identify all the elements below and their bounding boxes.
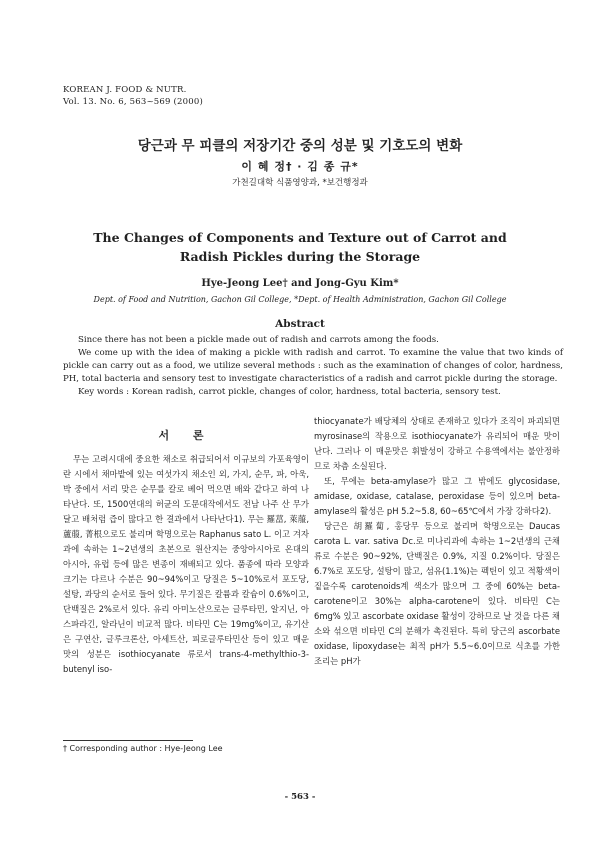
english-title [0, 228, 600, 266]
section-heading-introduction: 서 론 [158, 429, 214, 442]
english-authors: Hye-Jeong Lee† and Jong-Gyu Kim* [201, 278, 399, 289]
english-title-line1: The Changes of Components and Texture out of Carrot and [93, 230, 507, 245]
abstract-body [63, 334, 563, 399]
abstract-paragraph-1: Since there has not been a pickle made out of radish and carrots among the foods. [78, 335, 439, 345]
abstract-heading: Abstract [275, 318, 325, 330]
korean-title: 당근과 무 피클의 저장기간 중의 성분 및 기호도의 변화 [137, 138, 463, 154]
english-affiliation: Dept. of Food and Nutrition, Gachon Gil College, *Dept. of Health Administration, Gachon Gil College [93, 295, 507, 304]
abstract-keywords: Key words : Korean radish, carrot pickle, changes of color, hardness, total bacteria, sensory test. [78, 387, 501, 397]
journal-name: KOREAN J. FOOD & NUTR. [63, 85, 187, 95]
journal-volume: Vol. 13. No. 6, 563~569 (2000) [63, 97, 203, 107]
body-paragraph: 당근은 胡羅蔔, 홍당무 등으로 불리며 학명으로는 Daucas carota L. var. sativa Dc.로 미나리과에 속하는 1~2년생의 근채류로 수분은 90~92%, 단백질은 0.9%, 지질 0.2%이다. 당질은 6.7%로 포도당, 설탕이 많고, 섬유(1.1%)는 펙틴이 있고 적황색이 짙을수록 carotenoids계 색소가 많으며 그 중에 60%는 beta-carotene이고 30%는 alpha-carotene이 있다. 비타민 C는 6mg% 있고 ascorbate oxidase 활성이 강하므로 날 것을 다른 채소와 섞으면 비타민 C의 분해가 촉진된다. 특히 당근의 ascorbate oxidase, lipoxydase는 최적 pH가 5.5~6.0이므로 식초를 가한 조리는 pH가 [314, 521, 560, 666]
footnote-corresponding-author: † Corresponding author : Hye-Jeong Lee [63, 744, 223, 753]
body-right-column [314, 414, 560, 669]
body-left-column [63, 452, 309, 677]
footnote-divider [63, 740, 193, 741]
abstract-paragraph-2: We come up with the idea of making a pickle with radish and carrot. To examine the value that two kinds of pickle can carry out as a food, we utilize several methods : such as the examination of changes of color, hardness, PH, total bacteria and sensory test to investigate characteristics of a radish and carrot pickle during the storage. [63, 348, 563, 384]
journal-citation [63, 84, 203, 108]
korean-authors: 이 혜 정† · 김 종 규* [241, 160, 359, 173]
page-number: - 563 - [284, 792, 316, 802]
body-paragraph: 무는 고려시대에 중요한 채소로 취급되어서 이규보의 가포육영이란 시에서 채마밭에 있는 여섯가지 채소인 외, 가지, 순무, 파, 아욱, 박 중에서 서리 맞은 순무를 칼로 베어 먹으면 배와 같다고 하여 나타난다. 또, 1500연대의 허균의 도문대작에서도 전남 나주 산 무가 달고 배처럼 즙이 많다고 한 결과에서 나타난다1). 무는 羅葍, 萊菔, 蘆菔, 菁根으로도 불리며 학명으로는 Raphanus sato L. 이고 겨자과에 속하는 1~2년생의 초본으로 원산지는 중앙아시아로 온대의 아시아, 유럽 등에 많은 변종이 재배되고 있다. 품종에 따라 모양과 크기는 다르나 수분은 90~94%이고 당질은 5~10%로서 포도당, 설탕, 과당의 순서로 들어 있다. 무기질은 칼륨과 칼슘이 0.6%이고, 단백질은 2%로서 있다. 유리 아미노산으로는 글루타민, 알지닌, 아스파라긴, 알라닌이 비교적 많다. 비타민 C는 19mg%이고, 유기산은 구연산, 글루크론산, 아세트산, 피로글루타민산 등이 있고 매운 맛의 성분은 isothiocyanate 류로서 trans-4-methylthio-3-butenyl iso- [63, 454, 309, 674]
korean-affiliation: 가천길대학 식품영양과, *보건행정과 [232, 178, 368, 188]
body-paragraph: thiocyanate가 배당체의 상태로 존재하고 있다가 조직이 파괴되면 myrosinase의 작용으로 isothiocyanate가 유리되어 매운 맛이 난다. 그러나 이 매운맛은 휘발성이 강하고 수용액에서는 불안정하므로 차츰 소실된다. [314, 416, 560, 471]
english-title-line2: Radish Pickles during the Storage [179, 249, 421, 264]
body-paragraph: 또, 무에는 beta-amylase가 많고 그 밖에도 glycosidase, amidase, oxidase, catalase, peroxidase 등이 있으며 beta-amylase의 활성은 pH 5.2~5.8, 60~65℃에서 가장 강하다2). [314, 476, 560, 516]
